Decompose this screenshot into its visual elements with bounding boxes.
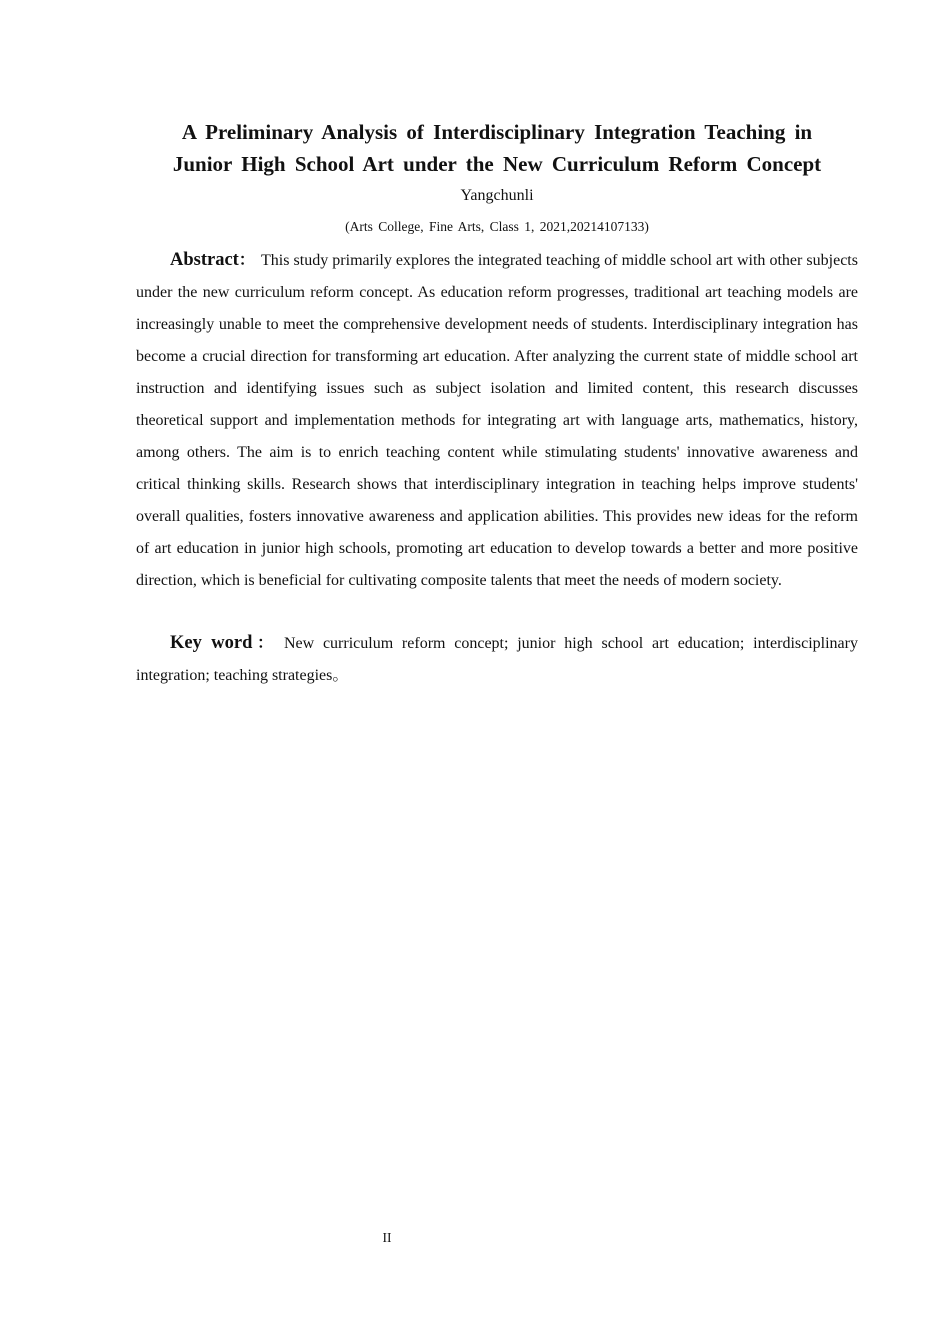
author-affiliation: (Arts College, Fine Arts, Class 1, 2021,20214107133)	[345, 219, 649, 234]
title-line-1: A Preliminary Analysis of Interdisciplinary Integration Teaching in	[181, 120, 813, 144]
page-number: II	[382, 1230, 392, 1245]
keywords-label-colon: ：	[252, 635, 278, 652]
abstract-label-colon: ：	[238, 252, 256, 269]
keywords-text: New curriculum reform concept; junior high school art education; interdisciplinary integration; teaching strategies。	[136, 635, 858, 684]
abstract-label: Abstract	[170, 250, 239, 270]
title-line-2: Junior High School Art under the New Curriculum Reform Concept	[172, 152, 822, 176]
abstract-text: This study primarily explores the integrated teaching of middle school art with other subjects under the new curriculum reform concept. As education reform progresses, traditional art teaching models are increasingly unable to meet the comprehensive development needs of students. Interdisciplinary integration has become a crucial direction for transforming art education. After analyzing the current state of middle school art instruction and identifying issues such as subject isolation and limited content, this research discusses theoretical support and implementation methods for integrating art with language arts, mathematics, history, among others. The aim is to enrich teaching content while stimulating students' innovative awareness and critical thinking skills. Research shows that interdisciplinary integration in teaching helps improve students' overall qualities, fosters innovative awareness and application abilities. This provides new ideas for the reform of art education in junior high schools, promoting art education to develop towards a better and more positive direction, which is beneficial for cultivating composite talents that meet the needs of modern society.	[136, 252, 858, 589]
author-name: Yangchunli	[460, 187, 534, 204]
keywords-paragraph	[136, 627, 858, 692]
paper-title	[136, 116, 858, 180]
keywords-label: Key word	[170, 633, 253, 653]
abstract-paragraph	[136, 244, 858, 597]
